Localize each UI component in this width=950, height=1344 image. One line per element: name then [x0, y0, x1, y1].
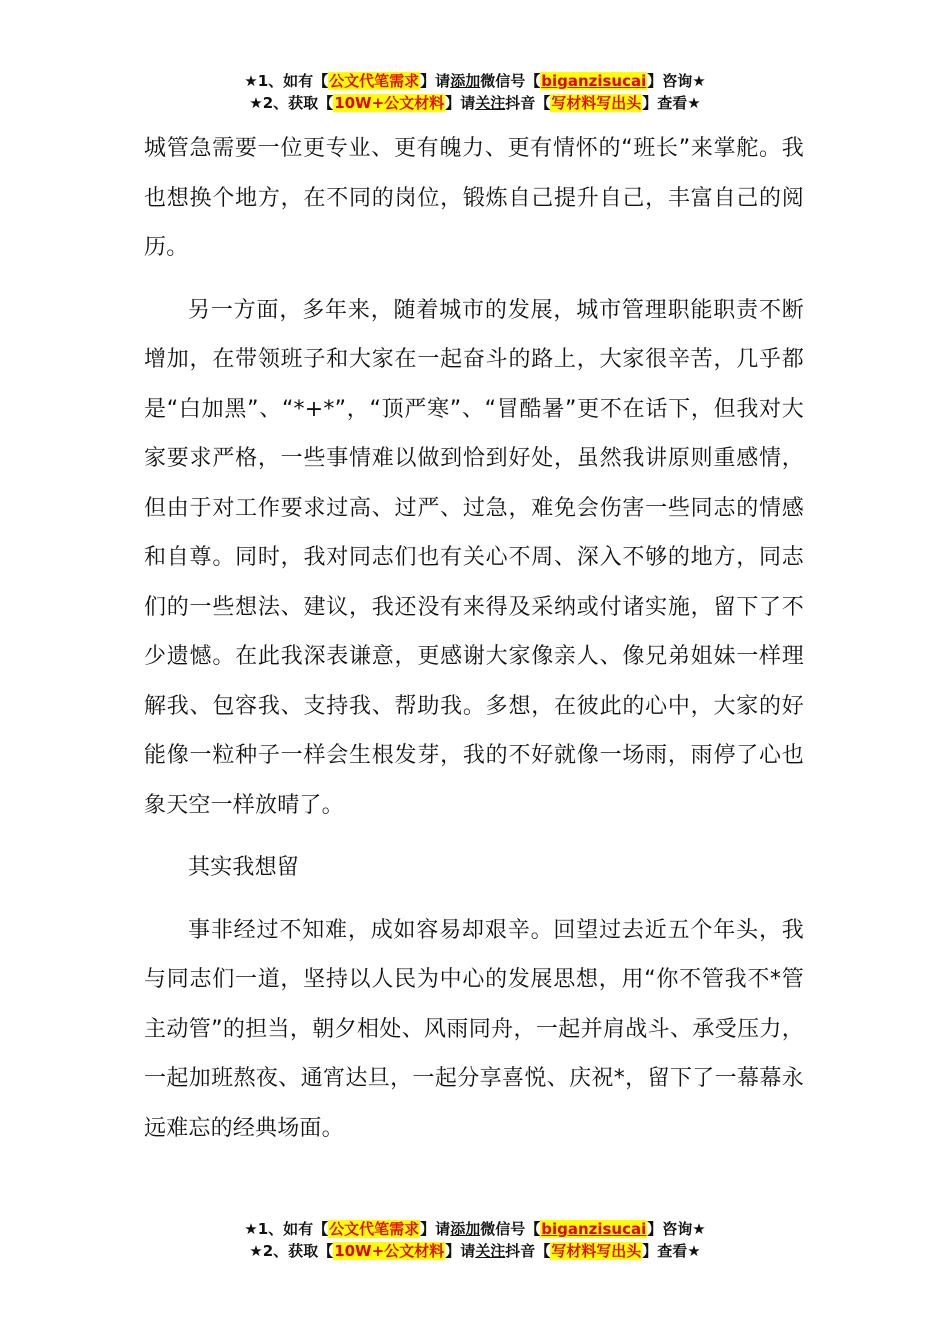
banner-line-2: [0, 1240, 950, 1262]
banner-line-2: [0, 92, 950, 114]
banner-text: 微信号【: [480, 72, 541, 90]
banner-text: ★1、如有【: [244, 1220, 329, 1238]
banner-text: 微信号【: [480, 1220, 541, 1238]
banner-line-1: [0, 1218, 950, 1240]
banner-emphasis: 关注: [475, 1242, 506, 1260]
paragraph-1: 城管急需要一位更专业、更有魄力、更有情怀的“班长”来掌舵。我也想换个地方，在不同的岗位，锻炼自己提升自己，丰富自己的阅历。: [144, 136, 804, 260]
header-banner: [0, 70, 950, 114]
banner-text: 】咨询★: [647, 72, 706, 90]
paragraph-2: 另一方面，多年来，随着城市的发展，城市管理职能职责不断增加，在带领班子和大家在一起奋斗的路上，大家很辛苦，几乎都是“白加黑”、“*+*”，“顶严寒”、“冒酷暑”更不在话下，但我对大家要求严格，一些事情难以做到恰到好处，虽然我讲原则重感情，但由于对工作要求过高、过严、过急，难免会伤害一些同志的情感和自尊。同时，我对同志们也有关心不周、深入不够的地方，同志们的一些想法、建议，我还没有来得及采纳或付诸实施，留下了不少遗憾。在此我深表谦意，更感谢大家像亲人、像兄弟姐妹一样理解我、包容我、支持我、帮助我。多想，在彼此的心中，大家的好能像一粒种子一样会生根发芽，我的不好就像一场雨，雨停了心也象天空一样放晴了。: [144, 297, 804, 818]
banner-line-1: [0, 70, 950, 92]
banner-text: 抖音【: [505, 94, 551, 112]
document-body: [144, 124, 804, 1153]
banner-text: ★2、获取【: [249, 1242, 334, 1260]
banner-text: 】请: [420, 1220, 451, 1238]
paragraph-3: 事非经过不知难，成如容易却艰辛。回望过去近五个年头，我与同志们一道，坚持以人民为中心的发展思想，用“你不管我不*管主动管”的担当，朝夕相处、风雨同舟，一起并肩战斗、承受压力，一起加班熬夜、通宵达旦，一起分享喜悦、庆祝*，留下了一幕幕永远难忘的经典场面。: [144, 917, 804, 1141]
banner-emphasis: 添加: [450, 72, 481, 90]
banner-text: ★2、获取【: [249, 94, 334, 112]
banner-text: 】查看★: [642, 94, 701, 112]
highlight-service: 公文代笔需求: [329, 1220, 420, 1238]
banner-text: 】请: [420, 72, 451, 90]
banner-text: 】咨询★: [647, 1220, 706, 1238]
banner-text: 抖音【: [505, 1242, 551, 1260]
banner-text: 】查看★: [642, 1242, 701, 1260]
highlight-service: 公文代笔需求: [329, 72, 420, 90]
highlight-wechat-id: biganzisucai: [541, 72, 647, 90]
banner-text: 】请: [445, 94, 476, 112]
highlight-douyin: 写材料写出头: [551, 94, 642, 112]
highlight-wechat-id: biganzisucai: [541, 1220, 647, 1238]
highlight-douyin: 写材料写出头: [551, 1242, 642, 1260]
banner-text: 】请: [445, 1242, 476, 1260]
banner-emphasis: 关注: [475, 94, 506, 112]
highlight-materials: 10W+公文材料: [334, 1242, 445, 1260]
section-heading: 其实我想留: [188, 855, 300, 880]
banner-text: ★1、如有【: [244, 72, 329, 90]
highlight-materials: 10W+公文材料: [334, 94, 445, 112]
banner-emphasis: 添加: [450, 1220, 481, 1238]
footer-banner: [0, 1218, 950, 1262]
